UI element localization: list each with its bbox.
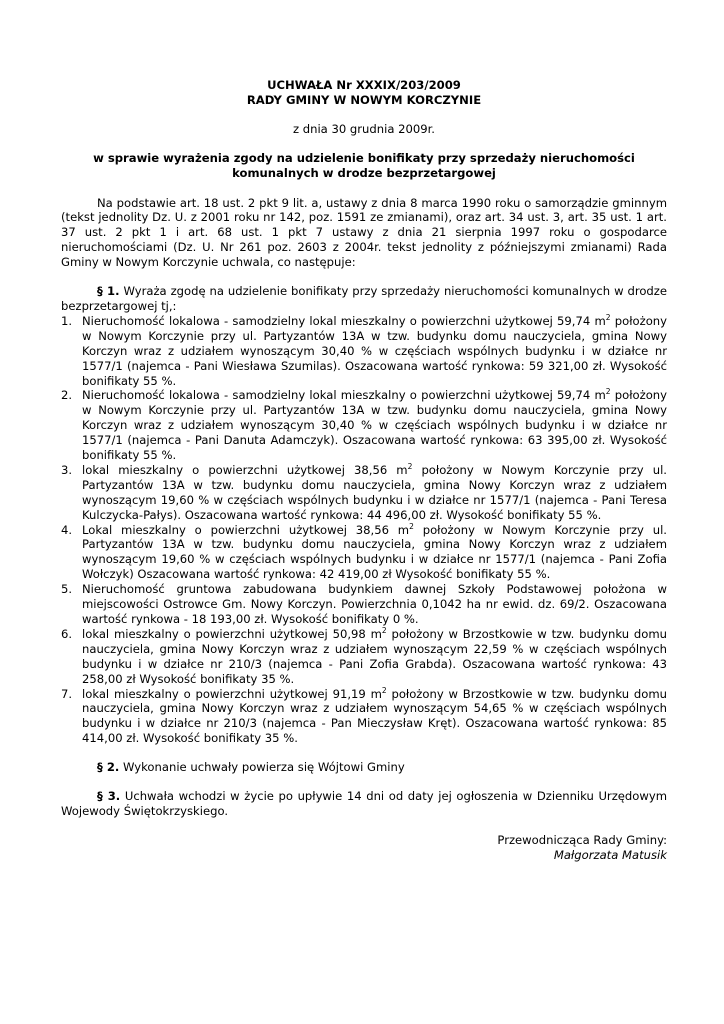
list-item xyxy=(61,627,667,687)
section-2-mark: § 2. xyxy=(97,760,120,775)
section-3 xyxy=(61,789,667,819)
subject-line-2: komunalnych w drodze bezprzetargowej xyxy=(232,165,496,180)
item-text: Nieruchomość gruntowa zabudowana budynkiem dawnej Szkoły Podstawowej położona w miejscowości Ostrowce Gm. Nowy Korczyn. Powierzchnia 0,1042 ha nr ewid. dz. 69/2. Oszacowana wartość rynkowa - 18 193,00 zł. Wysokość bonifikaty 0 %. xyxy=(82,582,667,626)
item-number: 7. xyxy=(61,686,73,701)
item-number: 6. xyxy=(61,626,73,641)
item-text-rest: położony w Nowym Korczynie przy ul. Partyzantów 13A w tzw. budynku domu nauczyciela, gmina Nowy Korczyn wraz z udziałem wynoszącym 30,40 % w częściach wspólnych budynku i w działce nr 1577/1 (najemca - Pani Danuta Adamczyk). Oszacowana wartość rynkowa: 63 395,00 zł. Wysokość bonifikaty 55 %. xyxy=(82,388,667,463)
preamble: Na podstawie art. 18 ust. 2 pkt 9 lit. a, ustawy z dnia 8 marca 1990 roku o samorządzie gminnym (tekst jednolity Dz. U. z 2001 roku nr 142, poz. 1591 ze zmianami), oraz art. 34 ust. 3, art. 35 ust. 1 art. 37 ust. 2 pkt 1 i art. 68 ust. 1 pkt 7 ustawy z dnia 21 sierpnia 1997 roku o gospodarce nieruchomościami (Dz. U. Nr 261 poz. 2603 z 2004r. tekst jednolity z późniejszymi zmianami) Rada Gminy w Nowym Korczynie uchwala, co następuje: xyxy=(61,195,667,270)
item-superscript: 2 xyxy=(605,312,611,322)
resolution-subject xyxy=(61,151,667,181)
item-text: Nieruchomość lokalowa - samodzielny lokal mieszkalny o powierzchni użytkowej 59,74 m xyxy=(82,388,606,403)
item-number: 5. xyxy=(61,582,73,597)
list-item xyxy=(61,523,667,583)
list-item xyxy=(61,582,667,627)
item-text: lokal mieszkalny o powierzchni użytkowej 50,98 m xyxy=(82,626,382,641)
item-number: 1. xyxy=(61,313,73,328)
item-text-rest: położony w Brzostkowie w tzw. budynku domu nauczyciela, gmina Nowy Korczyn wraz z udziałem wynoszącym 22,59 % w częściach wspólnych budynku i w działce nr 210/3 (najemca - Pani Zofia Grabda). Oszacowana wartość rynkowa: 43 258,00 zł Wysokość bonifikaty 35 %. xyxy=(82,626,667,686)
item-text: lokal mieszkalny o powierzchni użytkowej 91,19 m xyxy=(82,686,382,701)
property-list xyxy=(61,314,667,746)
item-text-rest: położony w Brzostkowie w tzw. budynku domu nauczyciela, gmina Nowy Korczyn wraz z udziałem wynoszącym 54,65 % w częściach wspólnych budynku i w działce nr 210/3 (najemca - Pan Mieczysław Kręt). Oszacowana wartość rynkowa: 85 414,00 zł. Wysokość bonifikaty 35 %. xyxy=(82,686,667,746)
item-number: 3. xyxy=(61,462,73,477)
signature-block xyxy=(61,833,667,863)
item-superscript: 2 xyxy=(381,685,387,695)
item-text-rest: położony w Nowym Korczynie przy ul. Partyzantów 13A w tzw. budynku domu nauczyciela, gmina Nowy Korczyn wraz z udziałem wynoszącym 19,60 % w częściach wspólnych budynku i w działce nr 1577/1 (najemca - Pani Zofia Wołczyk) Oszacowana wartość rynkowa: 42 419,00 zł Wysokość bonifikaty 55 %. xyxy=(82,522,667,582)
signatory-name: Małgorzata Matusik xyxy=(553,847,667,862)
item-superscript: 2 xyxy=(409,521,414,531)
item-text: Lokal mieszkalny o powierzchni użytkowej 38,56 m xyxy=(82,522,410,537)
resolution-date: z dnia 30 grudnia 2009r. xyxy=(292,121,435,136)
document-page xyxy=(61,78,667,863)
section-2-text: Wykonanie uchwały powierza się Wójtowi Gminy xyxy=(123,760,405,775)
section-3-mark: § 3. xyxy=(97,789,121,804)
item-superscript: 2 xyxy=(407,461,413,471)
section-1-intro xyxy=(61,284,667,314)
item-text: lokal mieszkalny o powierzchni użytkowej 38,56 m xyxy=(82,462,408,477)
subject-line-1: w sprawie wyrażenia zgody na udzielenie bonifikaty przy sprzedaży nieruchomości xyxy=(93,150,635,165)
item-text-rest: położony w Nowym Korczynie przy ul. Partyzantów 13A w tzw. budynku domu nauczyciela, gmina Nowy Korczyn wraz z udziałem wynoszącym 19,60 % w częściach wspólnych budynku i w działce nr 1577/1 (najemca - Pani Teresa Kulczycka-Pałys). Oszacowana wartość rynkowa: 44 496,00 zł. Wysokość bonifikaty 55 %. xyxy=(82,462,667,522)
section-3-text: Uchwała wchodzi w życie po upływie 14 dni od daty jej ogłoszenia w Dzienniku Urzędowym Wojewody Świętokrzyskiego. xyxy=(61,789,668,818)
item-superscript: 2 xyxy=(605,387,611,397)
item-number: 2. xyxy=(61,388,73,403)
resolution-title: UCHWAŁA Nr XXXIX/203/2009 xyxy=(267,78,461,92)
section-2 xyxy=(61,760,667,775)
section-1-mark: § 1. xyxy=(97,284,120,299)
item-text-rest: położony w Nowym Korczynie przy ul. Partyzantów 13A w tzw. budynku domu nauczyciela, gmina Nowy Korczyn wraz z udziałem wynoszącym 30,40 % w częściach wspólnych budynku i w działce nr 1577/1 (najemca - Pani Wiesława Szumilas). Oszacowana wartość rynkowa: 59 321,00 zł. Wysokość bonifikaty 55 %. xyxy=(82,313,667,388)
item-number: 4. xyxy=(61,522,73,537)
list-item xyxy=(61,314,667,389)
document-header xyxy=(61,78,667,108)
list-item xyxy=(61,388,667,463)
item-text: Nieruchomość lokalowa - samodzielny lokal mieszkalny o powierzchni użytkowej 59,74 m xyxy=(82,313,606,328)
list-item xyxy=(61,687,667,747)
signatory-role: Przewodnicząca Rady Gminy: xyxy=(497,832,667,847)
list-item xyxy=(61,463,667,523)
council-name: RADY GMINY W NOWYM KORCZYNIE xyxy=(246,92,482,107)
item-superscript: 2 xyxy=(381,625,387,635)
section-1-text: Wyraża zgodę na udzielenie bonifikaty przy sprzedaży nieruchomości komunalnych w drodze bezprzetargowej tj,: xyxy=(61,284,668,313)
